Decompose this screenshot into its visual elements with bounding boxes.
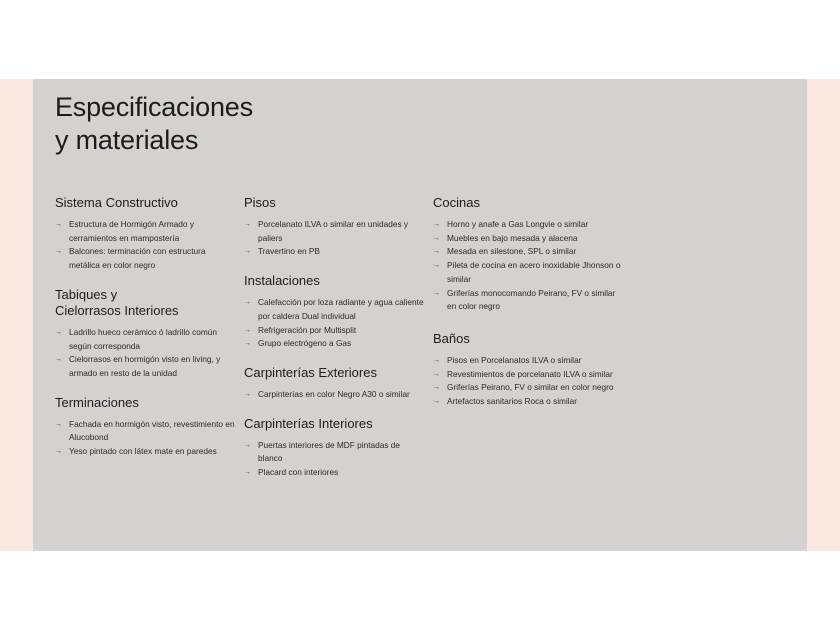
page-title-line: y materiales	[55, 125, 199, 155]
spec-list	[244, 218, 424, 259]
spec-list	[244, 388, 424, 402]
section-heading	[244, 365, 424, 381]
section-heading-line: Baños	[433, 330, 470, 346]
section-heading-line: Instalaciones	[244, 273, 320, 289]
spec-list	[433, 218, 623, 314]
section-pisos	[244, 195, 424, 259]
specifications-panel	[33, 79, 807, 551]
column-1	[55, 195, 235, 459]
list-item: → Calefacción por loza radiante y agua caliente por caldera Dual individual	[244, 296, 424, 323]
list-item: → Grupo electrógeno a Gas	[244, 337, 424, 351]
list-item: → Griferías monocomando Peirano, FV o similar en color negro	[433, 287, 623, 314]
list-item: → Yeso pintado con látex mate en paredes	[55, 445, 235, 459]
list-item: → Ladrillo hueco cerámico ó ladrillo común según corresponda	[55, 326, 235, 353]
section-heading	[433, 331, 623, 347]
section-sistema-constructivo	[55, 195, 235, 273]
spec-list	[55, 218, 235, 273]
section-tabiques-cielorrasos	[55, 287, 235, 381]
list-item: → Artefactos sanitarios Roca o similar	[433, 395, 623, 409]
column-2	[244, 195, 424, 480]
list-item: → Pileta de cocina en acero inoxidable Jhonson o similar	[433, 259, 623, 286]
section-carpinterias-exteriores	[244, 365, 424, 402]
section-heading-line: Sistema Constructivo	[55, 195, 178, 210]
spec-list	[55, 418, 235, 459]
list-item: → Mesada en silestone, SPL o similar	[433, 245, 623, 259]
section-heading	[244, 195, 424, 211]
section-cocinas	[433, 195, 623, 314]
list-item: → Puertas interiores de MDF pintadas de blanco	[244, 439, 424, 466]
section-banos	[433, 331, 623, 409]
section-heading	[433, 195, 623, 211]
spec-list	[433, 354, 623, 409]
list-item: → Refrigeración por Multisplit	[244, 324, 424, 338]
list-item: → Placard con interiores	[244, 466, 424, 480]
section-heading-line: Cocinas	[433, 195, 480, 210]
list-item: → Carpinterías en color Negro A30 o similar	[244, 388, 424, 402]
section-heading-line: Terminaciones	[55, 394, 139, 410]
list-item: → Fachada en hormigón visto, revestimiento en Alucobond	[55, 418, 235, 445]
section-heading	[55, 395, 235, 411]
list-item: → Muebles en bajo mesada y alacena	[433, 232, 623, 246]
list-item: → Pisos en Porcelanatos ILVA o similar	[433, 354, 623, 368]
spec-list	[244, 296, 424, 351]
page-title	[55, 91, 253, 157]
list-item: → Porcelanato ILVA o similar en unidades y paliers	[244, 218, 424, 245]
section-carpinterias-interiores	[244, 416, 424, 480]
section-heading	[55, 287, 235, 319]
list-item: → Horno y anafe a Gas Longvie o similar	[433, 218, 623, 232]
list-item: → Griferías Peirano, FV o similar en color negro	[433, 381, 623, 395]
list-item: → Revestimientos de porcelanato ILVA o similar	[433, 368, 623, 382]
section-heading-line: Cielorrasos Interiores	[55, 302, 179, 318]
list-item: → Balcones: terminación con estructura metálica en color negro	[55, 245, 235, 272]
page-title-line: Especificaciones	[55, 92, 253, 122]
section-heading	[244, 273, 424, 289]
list-item: → Travertino en PB	[244, 245, 424, 259]
section-heading-line: Pisos	[244, 195, 276, 210]
list-item: → Estructura de Hormigón Armado y cerramientos en mampostería	[55, 218, 235, 245]
spec-list	[55, 326, 235, 381]
list-item: → Cielorrasos en hormigón visto en living, y armado en resto de la unidad	[55, 353, 235, 380]
section-instalaciones	[244, 273, 424, 351]
section-heading-line: Carpinterías Interiores	[244, 415, 373, 431]
right-accent-band	[807, 79, 840, 551]
left-accent-band	[0, 79, 33, 551]
section-heading-line: Carpinterías Exteriores	[244, 364, 377, 380]
column-3	[433, 195, 623, 409]
section-heading-line: Tabiques y	[55, 286, 118, 302]
section-heading	[55, 195, 235, 211]
section-terminaciones	[55, 395, 235, 459]
section-heading	[244, 416, 424, 432]
spec-list	[244, 439, 424, 480]
